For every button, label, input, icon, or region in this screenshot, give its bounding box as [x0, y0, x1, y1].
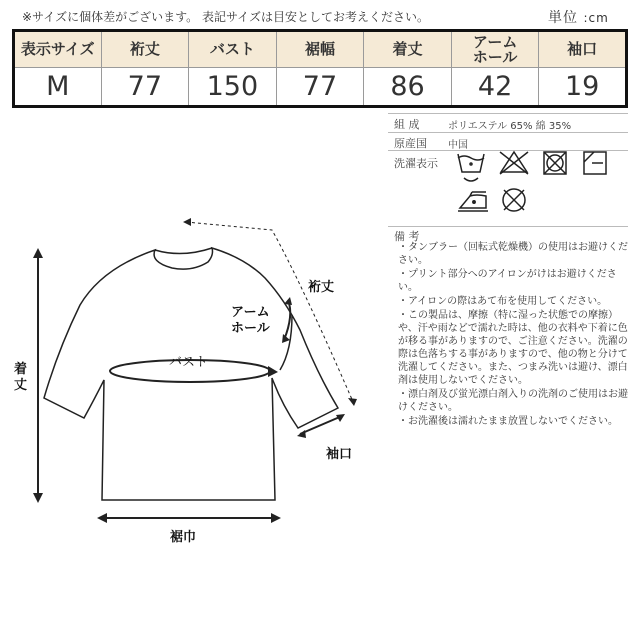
garment-diagram: [0, 200, 380, 550]
header-cell-armhole: アーム ホール: [451, 31, 539, 68]
divider: [388, 226, 628, 227]
hem-width-label: 裾巾: [170, 530, 197, 545]
value-cell-hem-width: 77: [276, 68, 364, 107]
iron-low-icon: [458, 192, 488, 211]
remarks-list: [398, 241, 630, 429]
value-cell-bust: 150: [189, 68, 277, 107]
unit-label: [548, 7, 609, 27]
remark-item: ・プリント部分へのアイロンがけはお避けください。: [398, 269, 617, 293]
divider: [388, 113, 628, 114]
header-cell-cuff: 袖口: [539, 31, 627, 68]
size-disclaimer-note: ※サイズに個体差がございます。 表記サイズは目安としてお考えください。: [22, 10, 429, 24]
header-cell-hem-width: 裾幅: [276, 31, 364, 68]
cuff-label: 袖口: [326, 447, 353, 462]
size-table: [12, 29, 628, 108]
origin-value: 中国: [448, 140, 468, 151]
composition-value: ポリエステル 65% 綿 35%: [448, 121, 572, 132]
remark-item: ・漂白剤及び蛍光漂白剤入りの洗剤のご使用はお避けください。: [398, 389, 628, 413]
no-tumble-dry-icon: [544, 152, 566, 174]
bust-label: バスト: [169, 355, 209, 370]
value-cell-armhole: 42: [451, 68, 539, 107]
header-cell-bust: バスト: [189, 31, 277, 68]
sleeve-length-label: 裄丈: [308, 280, 335, 295]
care-label: 洗濯表示: [394, 157, 438, 170]
value-cell-size: M: [14, 68, 102, 107]
composition-label: 組 成: [394, 118, 420, 131]
size-table-value-row: [14, 68, 627, 107]
remarks-label: 備 考: [394, 230, 420, 243]
no-dry-clean-icon: [503, 189, 525, 211]
remark-item: ・お洗濯後は濡れたまま放置しないでください。: [398, 416, 618, 427]
remark-item: ・タンブラー（回転式乾燥機）の使用はお避けください。: [398, 242, 628, 266]
unit-label-text: 単位: [548, 10, 578, 26]
remark-item: ・この製品は、摩擦（特に湿った状態での摩擦）や、汗や雨などで濡れた時は、他の衣料や下着に色が移る事がありますので、ご注意ください。洗濯の際は色落ちする事がありますので、他の物と分けて洗濯してください。また、つまみ洗いは避け、漂白剤は使用しないでください。: [398, 310, 628, 386]
header-cell-sleeve-length: 裄丈: [101, 31, 189, 68]
value-cell-length: 86: [364, 68, 452, 107]
care-icons: [456, 150, 616, 222]
value-cell-sleeve-length: 77: [101, 68, 189, 107]
line-dry-shade-icon: [584, 152, 606, 174]
header-cell-size: 表示サイズ: [14, 31, 102, 68]
size-table-header-row: [14, 31, 627, 68]
value-cell-cuff: 19: [539, 68, 627, 107]
body-length-label: 着 丈: [14, 362, 28, 393]
unit-value: :cm: [583, 11, 609, 25]
no-bleach-icon: [500, 152, 528, 174]
divider: [388, 132, 628, 133]
header-cell-length: 着丈: [364, 31, 452, 68]
remark-item: ・アイロンの際はあて布を使用してください。: [398, 296, 608, 307]
garment-outline: [44, 248, 338, 500]
wash-tub-icon: [458, 154, 484, 181]
armhole-label: アーム ホール: [231, 305, 270, 336]
origin-label: 原産国: [394, 137, 427, 150]
